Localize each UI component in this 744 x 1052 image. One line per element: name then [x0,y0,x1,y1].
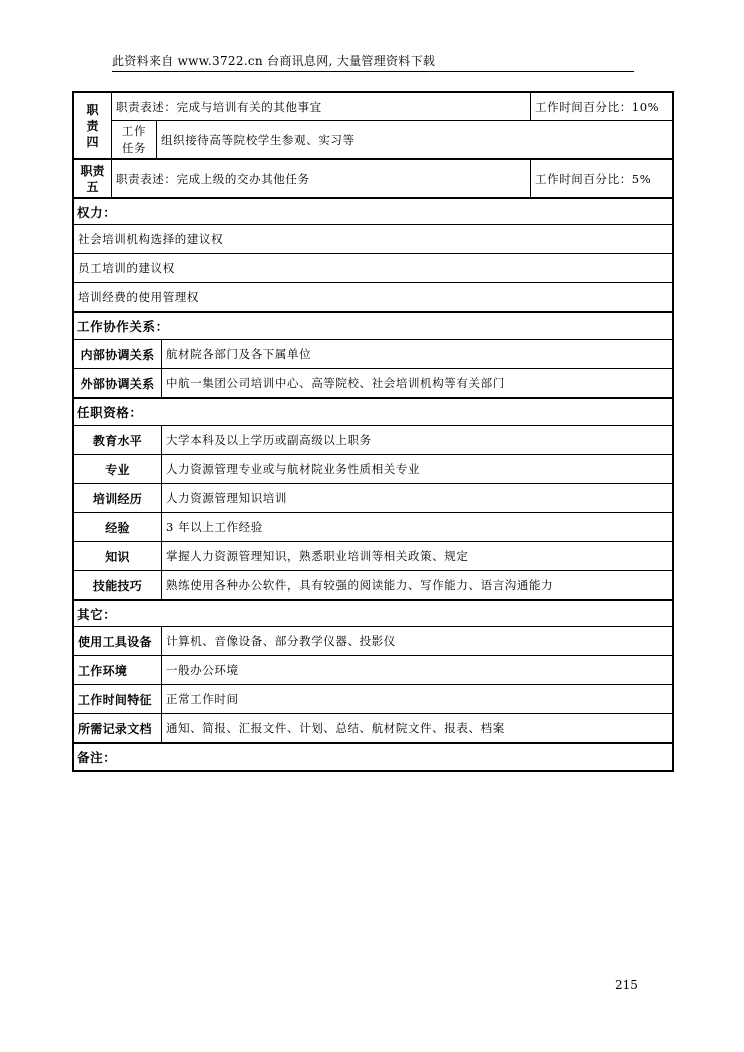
header-source-note: 此资料来自 www.3722.cn 台商讯息网, 大量管理资料下载 [112,53,634,72]
other-section-header [74,599,672,626]
other-value: 正常工作时间 [161,685,672,713]
duty-four-task-row [112,120,672,158]
other-row [74,626,672,655]
other-value: 计算机、音像设备、部分教学仪器、投影仪 [161,627,672,655]
cooperation-label: 内部协调关系 [80,347,155,362]
other-label: 所需记录文档 [78,721,152,736]
qualification-row [74,570,672,599]
duty-four-task-label: 工作 任务 [121,123,147,155]
qualification-label: 技能技巧 [92,578,143,593]
other-row [74,655,672,684]
cooperation-value: 航材院各部门及各下属单位 [161,340,672,368]
qualification-row [74,483,672,512]
authority-item [74,253,672,282]
duty-five-description: 职责表述：完成上级的交办其他任务 [116,171,310,186]
duty-four-time-percent: 工作时间百分比：10% [530,93,672,120]
qualification-value: 人力资源管理专业或与航材院业务性质相关专业 [161,455,672,483]
authority-item-text: 社会培训机构选择的建议权 [78,232,224,246]
qualification-section-header [74,397,672,425]
authority-item [74,224,672,253]
qualification-value: 大学本科及以上学历或副高级以上职务 [161,426,672,454]
duty-five-block [74,158,672,197]
qualification-row [74,541,672,570]
qualification-value: 熟练使用各种办公软件，具有较强的阅读能力、写作能力、语言沟通能力 [161,571,672,599]
other-value: 通知、简报、汇报文件、计划、总结、航材院文件、报表、档案 [161,714,672,742]
qualification-row [74,454,672,483]
qualification-label: 教育水平 [92,433,143,448]
other-row [74,713,672,742]
qualification-title: 任职资格： [77,405,143,420]
qualification-label: 培训经历 [92,491,143,506]
qualification-row [74,512,672,541]
cooperation-title: 工作协作关系： [77,319,169,334]
qualification-row [74,425,672,454]
other-row [74,684,672,713]
other-title: 其它： [77,606,117,622]
duty-four-block [74,93,672,158]
qualification-value: 人力资源管理知识培训 [161,484,672,512]
qualification-value: 掌握人力资源管理知识，熟悉职业培训等相关政策、规定 [161,542,672,570]
duty-five-time-percent: 工作时间百分比：5% [530,160,672,197]
authority-item-text: 培训经费的使用管理权 [78,290,199,304]
authority-item [74,282,672,311]
duty-four-label: 职 责 四 [74,93,112,158]
authority-item-text: 员工培训的建议权 [78,261,175,275]
authority-section-header [74,197,672,224]
cooperation-value: 中航一集团公司培训中心、高等院校、社会培训机构等有关部门 [161,369,672,397]
cooperation-section-header [74,311,672,339]
other-value: 一般办公环境 [161,656,672,684]
page-number: 215 [615,978,638,992]
job-description-table [72,91,674,772]
qualification-label: 知识 [105,549,130,564]
qualification-value: 3 年以上工作经验 [161,513,672,541]
cooperation-row [74,339,672,368]
remarks-title: 备注： [77,750,117,765]
duty-four-description: 职责表述：完成与培训有关的其他事宜 [116,99,322,114]
other-label: 工作时间特征 [78,692,152,707]
qualification-label: 专业 [105,462,130,477]
duty-four-task-text: 组织接待高等院校学生参观、实习等 [156,121,672,158]
other-label: 使用工具设备 [78,634,152,649]
cooperation-label: 外部协调关系 [80,376,155,391]
other-label: 工作环境 [78,663,128,678]
duty-five-desc-row [112,160,672,197]
duty-four-desc-row [112,93,672,120]
cooperation-row [74,368,672,397]
duty-five-label: 职责 五 [74,160,112,197]
authority-title: 权力： [77,204,117,220]
qualification-label: 经验 [105,520,130,535]
remarks-section-header [74,742,672,770]
